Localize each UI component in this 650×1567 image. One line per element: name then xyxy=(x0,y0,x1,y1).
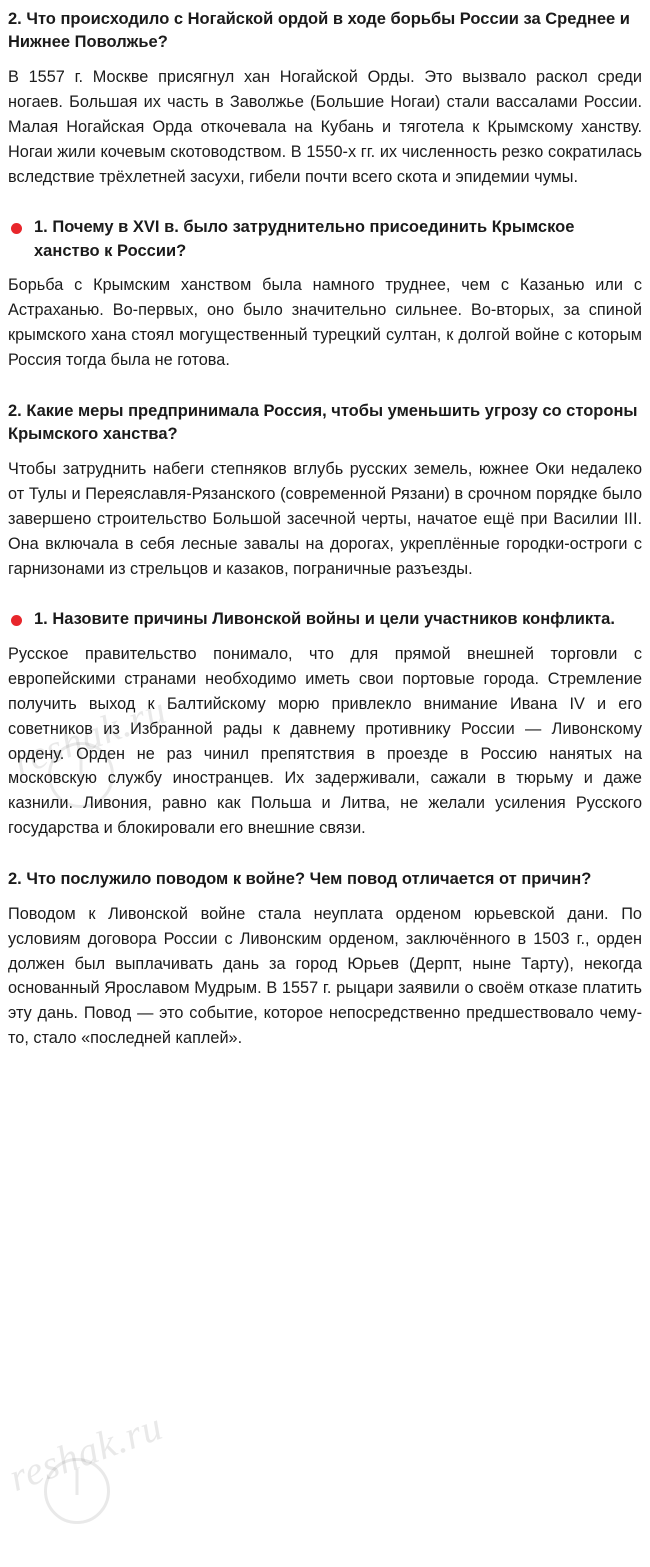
question-text: 2. Что происходило с Ногайской ордой в ходе борьбы России за Среднее и Нижнее Поволжье? xyxy=(8,10,630,52)
question-heading xyxy=(8,8,642,55)
watermark-text: reshak.ru xyxy=(3,1403,169,1500)
answer-paragraph: В 1557 г. Москве присягнул хан Ногайской Орды. Это вызвало раскол среди ногаев. Большая их часть в Заволжье (Большие Ногаи) стали вассалами России. Малая Ногайская Орда откочевала на Кубань и тяготела к Крымскому ханству. Ногаи жили кочевым скотоводством. В 1550-х гг. их численность резко сократилась вследствие трёхлетней засухи, гибели почти всего скота и эпидемии чумы. xyxy=(8,67,642,186)
question-heading xyxy=(8,400,642,447)
question-text: 2. Какие меры предпринимала Россия, чтобы уменьшить угрозу со стороны Крымского ханства? xyxy=(8,401,638,444)
answer-paragraph: Поводом к Ливонской войне стала неуплата орденом юрьевской дани. По условиям договора России с Ливонским орденом, заключённого в 1503 г., орден должен был выплачивать дань за город Юрьев (Дерпт, ныне Тарту), некогда основанный Ярославом Мудрым. В 1557 г. рыцари заявили о своём отказе платить эту дань. Повод — это событие, которое непосредственно предшествовало чему-то, стало «последней каплей». xyxy=(8,904,642,1048)
watermark-ring-icon xyxy=(44,1458,110,1524)
answer-paragraph: Борьба с Крымским ханством была намного труднее, чем с Казанью или с Астраханью. Во-первых, оно было значительно сильнее. Во-вторых, за спиной крымского хана стоял могущественный турецкий султан, к долгой войне с которым Россия тогда была не готова. xyxy=(8,276,642,370)
bullet-dot-icon xyxy=(11,615,22,626)
bullet-dot-icon xyxy=(11,223,22,234)
question-heading xyxy=(8,216,642,263)
question-text: 2. Что послужило поводом к войне? Чем повод отличается от причин? xyxy=(8,870,592,889)
question-heading xyxy=(8,608,642,631)
question-text: 1. Почему в XVI в. было затруднительно присоединить Крымское ханство к России? xyxy=(34,218,575,260)
question-heading xyxy=(8,868,642,891)
question-text: 1. Назовите причины Ливонской войны и цели участников конфликта. xyxy=(34,610,615,629)
answer-paragraph: Русское правительство понимало, что для прямой внешней торговли с европейскими странами необходимо иметь свои портовые города. Стремление получить выход к Балтийскому морю привлекло внимание Ивана IV и его советников из Избранной рады к давнему противнику России — Ливонскому ордену. Орден не раз чинил препятствия в проезде в Россию нанятых на московскую службу иностранцев. Их задерживали, сажали в тюрьму и даже казнили. Ливония, равно как Польша и Литва, не желали усиления Русского государства и блокировали его внешние связи. xyxy=(8,644,642,838)
watermark-text: reshak.ru xyxy=(7,687,173,784)
answer-paragraph: Чтобы затруднить набеги степняков вглубь русских земель, южнее Оки недалеко от Тулы и Переяславля-Рязанского (современной Рязани) в срочном порядке было завершено строительство Большой засечной черты, начатое ещё при Василии III. Она включала в себя лесные завалы на дорогах, укреплённые городки-остроги с гарнизонами из стрельцов и казаков, пограничные разъезды. xyxy=(8,459,642,578)
